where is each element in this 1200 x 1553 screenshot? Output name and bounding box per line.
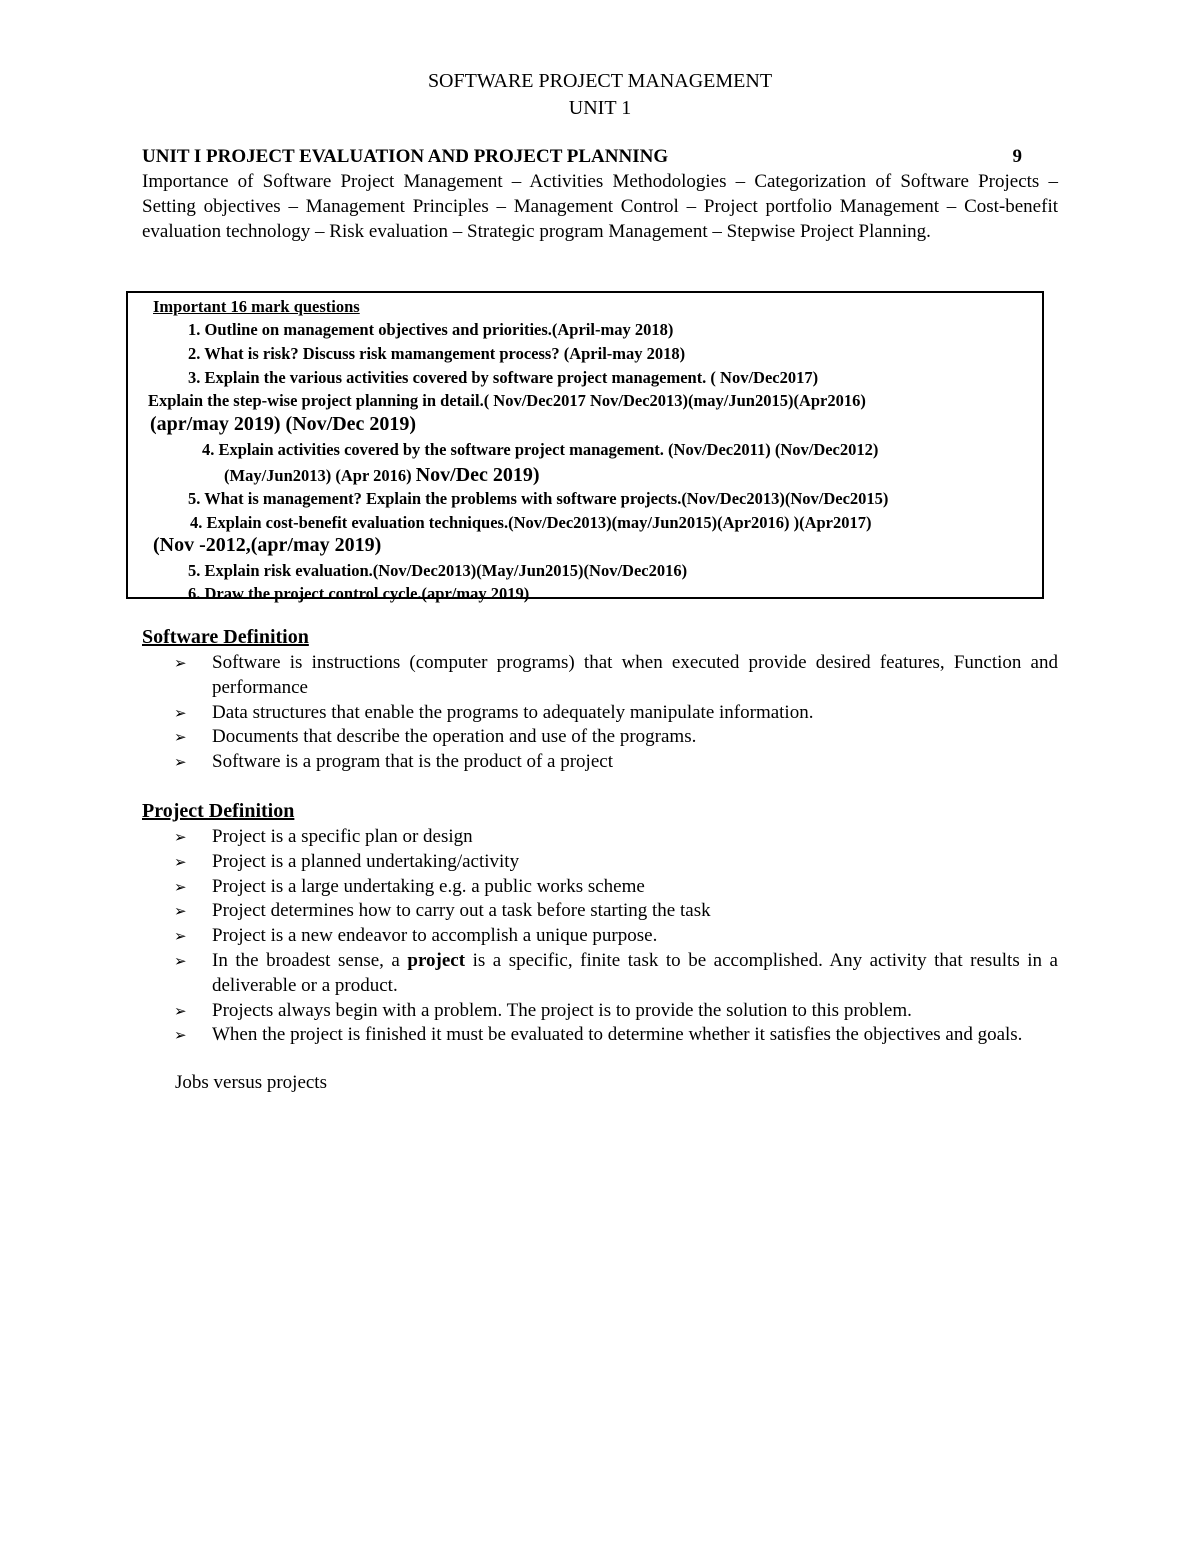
list-item: ➢ Project determines how to carry out a task before starting the task	[142, 899, 1058, 924]
question-6-dates: (Nov -2012,(apr/may 2019)	[153, 534, 382, 556]
arrow-bullet-icon: ➢	[174, 753, 187, 772]
question-8: 6. Draw the project control cycle.(apr/may 2019)	[188, 584, 530, 603]
question-3-dates: (apr/may 2019) (Nov/Dec 2019)	[150, 413, 417, 435]
question-4: 4. Explain activities covered by the software project management. (Nov/Dec2011) (Nov/Dec2012)	[202, 440, 879, 459]
project-definition-title: Project Definition	[142, 800, 295, 822]
arrow-bullet-icon: ➢	[174, 1001, 187, 1020]
software-definition-title: Software Definition	[142, 626, 309, 648]
question-4-dates-large: Nov/Dec 2019)	[415, 464, 540, 486]
list-item: ➢ Software is a program that is the product of a project	[142, 750, 1058, 775]
question-6: 4. Explain cost-benefit evaluation techniques.(Nov/Dec2013)(may/Jun2015)(Apr2016) )(Apr2017)	[190, 513, 872, 532]
question-7: 5. Explain risk evaluation.(Nov/Dec2013)(May/Jun2015)(Nov/Dec2016)	[188, 561, 688, 580]
software-definition-list	[142, 651, 1058, 775]
jobs-versus-projects-text: Jobs versus projects	[175, 1072, 327, 1093]
list-item: ➢ Project is a large undertaking e.g. a public works scheme	[142, 875, 1058, 900]
arrow-bullet-icon: ➢	[174, 703, 187, 722]
unit-label: UNIT 1	[568, 97, 632, 119]
project-definition-list	[142, 825, 1058, 1048]
arrow-bullet-icon: ➢	[174, 828, 187, 846]
list-item: ➢ Data structures that enable the programs to adequately manipulate information.	[142, 701, 1058, 726]
syllabus-paragraph: Importance of Software Project Management – Activities Methodologies – Categorization of Software Projects – Setting objectives – Management Principles – Management Control – Project portfolio Management – Cost-benefit evaluation technology – Risk evaluation – Strategic program Management – Stepwise Project Planning.	[142, 171, 1058, 242]
list-item: ➢ When the project is finished it must be evaluated to determine whether it satisfies the objectives and goals.	[142, 1023, 1058, 1048]
question-4-dates: (May/Jun2013) (Apr 2016)	[224, 466, 412, 485]
arrow-bullet-icon: ➢	[174, 902, 187, 921]
arrow-bullet-icon: ➢	[174, 951, 187, 970]
arrow-bullet-icon: ➢	[174, 1026, 187, 1045]
unit-heading	[142, 146, 1022, 168]
list-item: ➢ Project is a new endeavor to accomplish a unique purpose.	[142, 924, 1058, 949]
questions-title: Important 16 mark questions	[153, 297, 360, 316]
list-item: ➢ Documents that describe the operation and use of the programs.	[142, 725, 1058, 750]
important-questions-box	[126, 291, 1044, 603]
question-2: 2. What is risk? Discuss risk mamangement process? (April-may 2018)	[188, 344, 686, 363]
question-5: 5. What is management? Explain the problems with software projects.(Nov/Dec2013)(Nov/Dec2015)	[188, 489, 889, 508]
list-item: ➢ Software is instructions (computer programs) that when executed provide desired features, Function and performance	[174, 652, 1058, 698]
arrow-bullet-icon: ➢	[174, 877, 187, 896]
unit-heading-title: UNIT I PROJECT EVALUATION AND PROJECT PLANNING	[142, 146, 669, 167]
document-title: SOFTWARE PROJECT MANAGEMENT	[427, 70, 773, 92]
arrow-bullet-icon: ➢	[174, 927, 187, 946]
list-item: ➢ Project is a planned undertaking/activity	[142, 850, 1058, 875]
unit-heading-hours: 9	[1012, 146, 1022, 167]
arrow-bullet-icon: ➢	[174, 728, 187, 747]
arrow-bullet-icon: ➢	[174, 654, 187, 672]
project-keyword: project	[407, 949, 466, 971]
question-3: 3. Explain the various activities covered by software project management. ( Nov/Dec2017)	[188, 368, 819, 387]
list-item-broadest-sense: ➢ In the broadest sense, a project is a specific, finite task to be accomplished. Any activity that results in a deliverable or a product.	[174, 949, 1058, 996]
arrow-bullet-icon: ➢	[174, 852, 187, 871]
question-4-continued	[224, 464, 540, 487]
list-item: ➢ Projects always begin with a problem. The project is to provide the solution to this problem.	[142, 999, 1058, 1024]
list-item: ➢ Project is a specific plan or design	[142, 825, 1058, 850]
question-1: 1. Outline on management objectives and priorities.(April-may 2018)	[188, 320, 674, 339]
question-3-continued: Explain the step-wise project planning in detail.( Nov/Dec2017 Nov/Dec2013)(may/Jun2015)(Apr2016)	[148, 391, 866, 410]
